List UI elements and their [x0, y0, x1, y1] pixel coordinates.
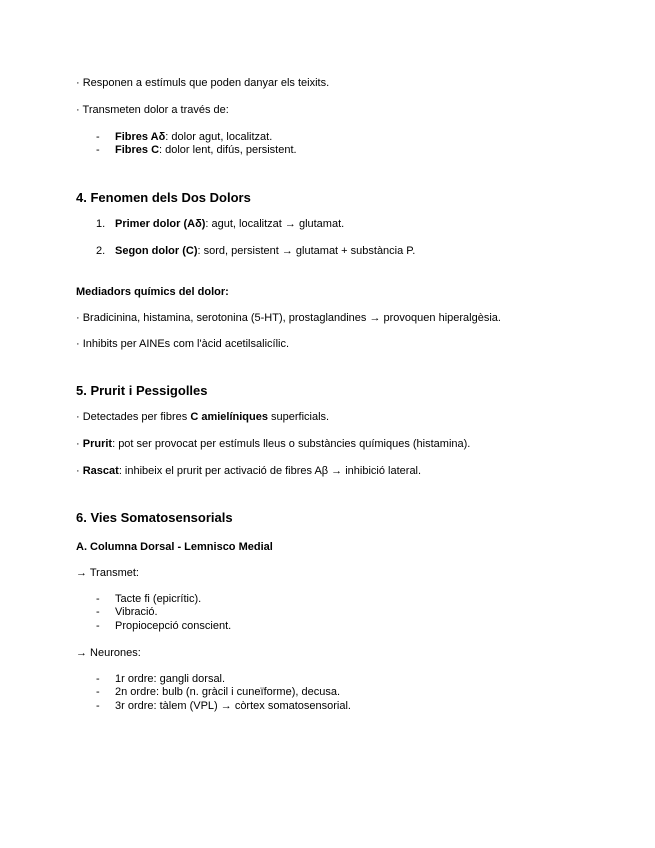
- list-item-neurona-1: [96, 673, 225, 686]
- intro-line-transmit: · Transmeten dolor a través de:: [76, 104, 229, 116]
- text-segment: : pot ser provocat per estímuls lleus o substàncies químiques (histamina).: [112, 438, 471, 450]
- list-item-neurona-3: [96, 700, 351, 713]
- intro-line-stimuli: · Responen a estímuls que poden danyar els teixits.: [76, 77, 330, 89]
- list-item-text: Vibració.: [115, 606, 158, 618]
- list-marker: -: [96, 144, 100, 156]
- list-marker: -: [96, 686, 100, 698]
- list-item-tacte: [96, 593, 201, 606]
- list-item-term: Primer dolor (Aδ): [115, 218, 206, 230]
- list-marker: 1.: [96, 218, 106, 230]
- text-segment: ·: [76, 465, 83, 477]
- text-segment: · Detectades per fibres: [76, 411, 191, 423]
- list-marker: -: [96, 700, 100, 712]
- prurit-line-fibres: [76, 411, 329, 424]
- list-item-term: Segon dolor (C): [115, 245, 198, 257]
- list-item-fibres-c: [96, 144, 297, 157]
- text-segment: superficials.: [267, 411, 330, 423]
- section-6a-subheading: A. Columna Dorsal - Lemnisco Medial: [76, 541, 273, 553]
- list-item-text: 1r ordre: gangli dorsal.: [115, 673, 226, 685]
- list-marker: -: [96, 593, 100, 605]
- list-marker: -: [96, 673, 100, 685]
- list-item-primer-dolor: [96, 218, 344, 231]
- list-marker: 2.: [96, 245, 106, 257]
- list-marker: -: [96, 620, 100, 632]
- list-item-description: : sord, persistent → glutamat + substància P.: [197, 245, 416, 257]
- text-bold: C amielíniques: [190, 411, 268, 423]
- list-item-description: : agut, localitzat → glutamat.: [205, 218, 345, 230]
- list-item-description: : dolor agut, localitzat.: [165, 131, 273, 143]
- text-bold: Rascat: [82, 465, 119, 477]
- list-marker: -: [96, 131, 100, 143]
- list-item-fibres-a-delta: [96, 131, 272, 144]
- list-item-propiocepcio: [96, 620, 231, 633]
- list-item-text: 3r ordre: tàlem (VPL) → còrtex somatosensorial.: [115, 700, 351, 712]
- mediators-line-substances: · Bradicinina, histamina, serotonina (5-HT), prostaglandines → provoquen hiperalgèsia.: [76, 312, 501, 324]
- list-item-text: 2n ordre: bulb (n. gràcil i cuneïforme), decusa.: [115, 686, 341, 698]
- prurit-line-rascat: [76, 465, 421, 478]
- list-marker: -: [96, 606, 100, 618]
- mediators-heading: Mediadors químics del dolor:: [76, 286, 229, 298]
- list-item-text: Propiocepció conscient.: [115, 620, 232, 632]
- list-item-vibracio: [96, 606, 158, 619]
- list-item-term: Fibres C: [115, 144, 160, 156]
- text-segment: : inhibeix el prurit per activació de fibres Aβ → inhibició lateral.: [118, 465, 422, 477]
- list-item-term: Fibres Aδ: [115, 131, 166, 143]
- section-4-heading: 4. Fenomen dels Dos Dolors: [76, 190, 251, 205]
- text-segment: ·: [76, 438, 83, 450]
- list-item-description: : dolor lent, difús, persistent.: [159, 144, 297, 156]
- list-item-neurona-2: [96, 686, 340, 699]
- prurit-line-prurit: [76, 438, 470, 451]
- section-5-heading: 5. Prurit i Pessigolles: [76, 383, 208, 398]
- text-bold: Prurit: [82, 438, 113, 450]
- list-item-text: Tacte fi (epicrític).: [115, 593, 202, 605]
- list-item-segon-dolor: [96, 245, 415, 258]
- transmet-label: → Transmet:: [76, 567, 139, 579]
- section-6-heading: 6. Vies Somatosensorials: [76, 510, 233, 525]
- mediators-line-inhibitors: · Inhibits per AINEs com l'àcid acetilsalicílic.: [76, 338, 290, 350]
- neurones-label: → Neurones:: [76, 647, 141, 659]
